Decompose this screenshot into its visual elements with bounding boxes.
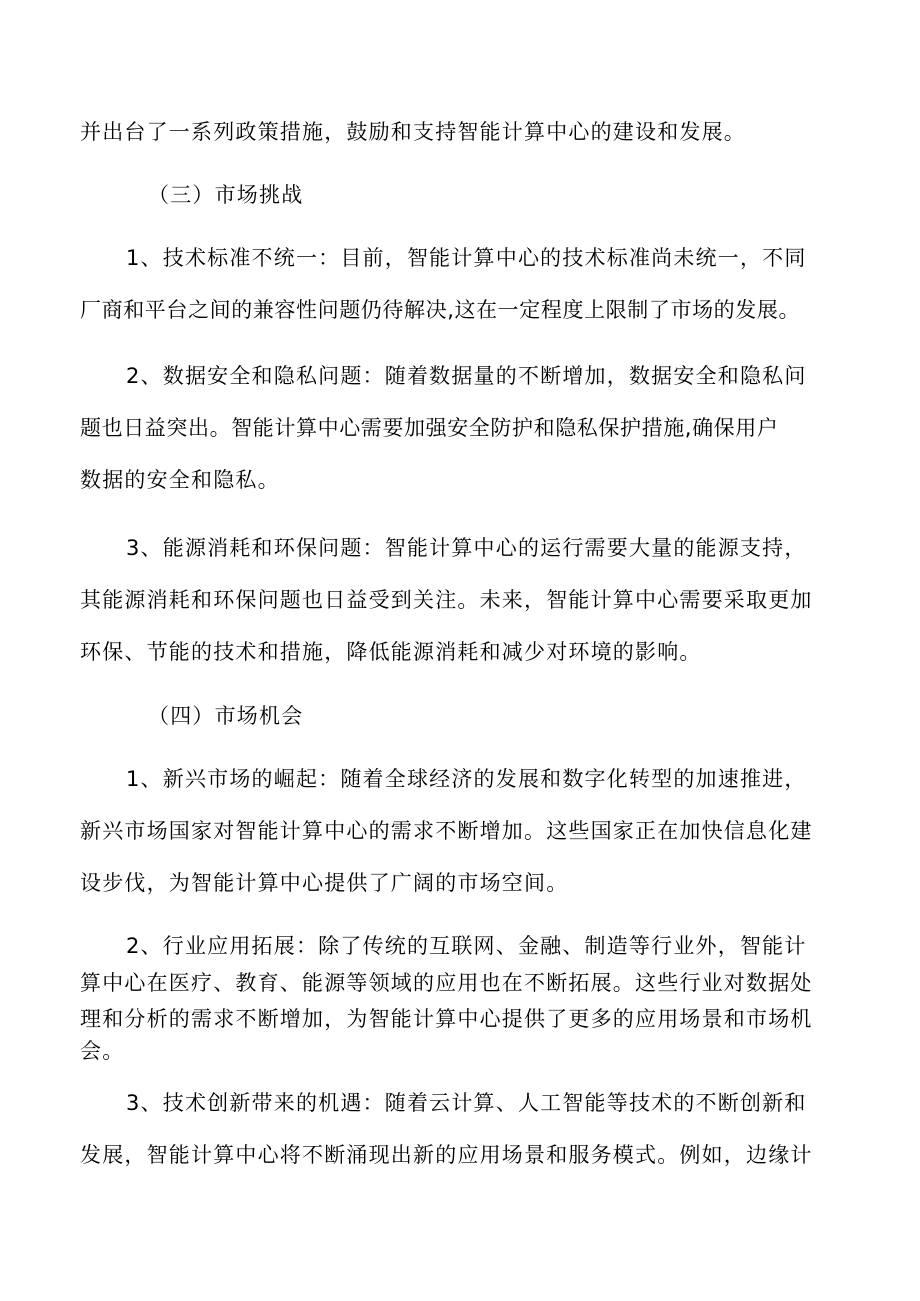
section-heading: （四）市场机会 <box>148 704 304 728</box>
paragraph-line: 3、技术创新带来的机遇：随着云计算、人工智能等技术的不断创新和 <box>126 1091 807 1115</box>
paragraph-line: 3、能源消耗和环保问题：智能计算中心的运行需要大量的能源支持， <box>126 536 807 560</box>
paragraph-line: 新兴市场国家对智能计算中心的需求不断增加。这些国家正在加快信息化建 <box>80 819 813 843</box>
paragraph-line: 其能源消耗和环保问题也日益受到关注。未来，智能计算中心需要采取更加 <box>80 588 813 612</box>
paragraph-line: 算中心在医疗、教育、能源等领域的应用也在不断拓展。这些行业对数据处 <box>80 971 813 995</box>
paragraph-line: 理和分析的需求不断增加，为智能计算中心提供了更多的应用场景和市场机 <box>80 1007 813 1031</box>
paragraph-line: 2、行业应用拓展：除了传统的互联网、金融、制造等行业外，智能计 <box>126 934 807 958</box>
paragraph-line: 发展，智能计算中心将不断涌现出新的应用场景和服务模式。例如，边缘计 <box>80 1143 813 1167</box>
paragraph-line: 设步伐，为智能计算中心提供了广阔的市场空间。 <box>80 871 569 895</box>
paragraph-line: 会。 <box>80 1039 125 1063</box>
paragraph-line: 2、数据安全和隐私问题：随着数据量的不断增加，数据安全和隐私问 <box>126 364 807 388</box>
paragraph-line: 题也日益突出。智能计算中心需要加强安全防护和隐私保护措施,确保用户 <box>80 416 779 440</box>
paragraph-line: 并出台了一系列政策措施，鼓励和支持智能计算中心的建设和发展。 <box>80 120 746 144</box>
paragraph-line: 厂商和平台之间的兼容性问题仍待解决,这在一定程度上限制了市场的发展。 <box>80 298 801 322</box>
paragraph-line: 环保、节能的技术和措施，降低能源消耗和减少对环境的影响。 <box>80 640 702 664</box>
paragraph-line: 数据的安全和隐私。 <box>80 468 280 492</box>
paragraph-line: 1、新兴市场的崛起：随着全球经济的发展和数字化转型的加速推进， <box>126 767 807 791</box>
paragraph-line: 1、技术标准不统一：目前，智能计算中心的技术标准尚未统一，不同 <box>126 246 807 270</box>
section-heading: （三）市场挑战 <box>148 183 304 207</box>
